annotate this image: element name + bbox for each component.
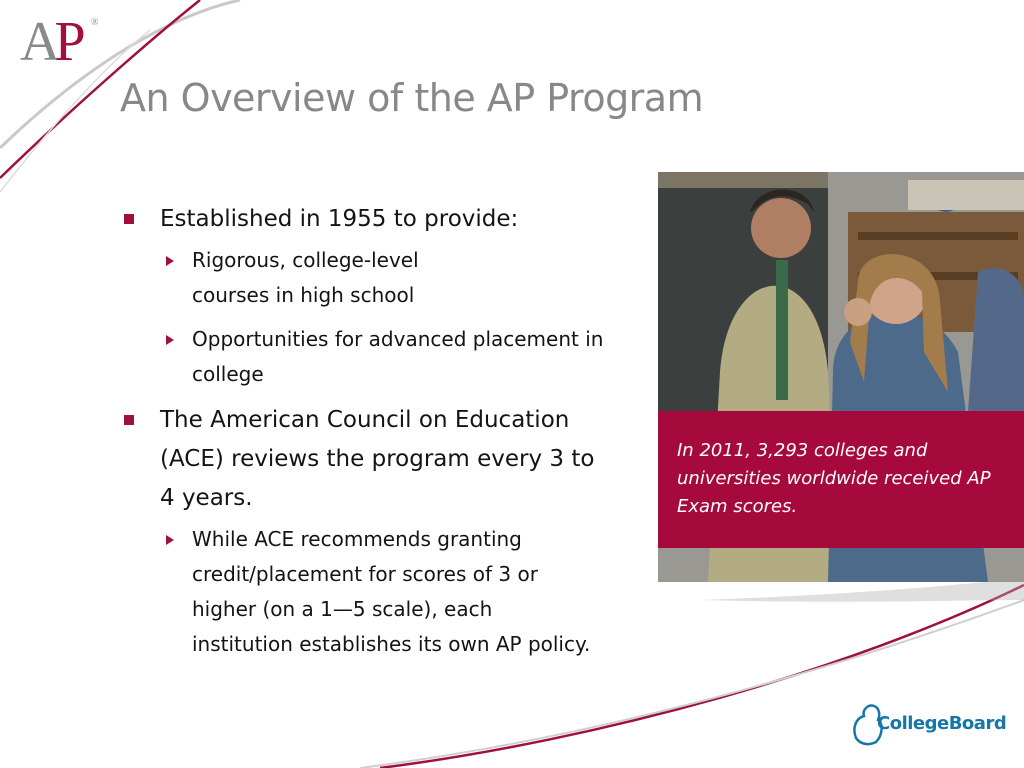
sub-bullet-text: While ACE recommends granting credit/placement for scores of 3 or higher (on a 1—5 scale), each institution establishes its own AP policy. bbox=[192, 527, 591, 656]
ap-logo bbox=[20, 11, 100, 73]
sub-bullet-text: Opportunities for advanced placement in college bbox=[192, 327, 604, 386]
square-bullet-icon bbox=[124, 214, 134, 224]
bullet-item bbox=[120, 401, 600, 518]
registered-mark: ® bbox=[91, 17, 99, 28]
sub-bullet-item bbox=[120, 322, 642, 392]
collegeboard-wordmark: CollegeBoard bbox=[877, 713, 1007, 734]
bullet-text: Established in 1955 to provide: bbox=[160, 206, 519, 232]
triangle-bullet-icon bbox=[166, 535, 174, 545]
triangle-bullet-icon bbox=[166, 256, 174, 266]
square-bullet-icon bbox=[124, 415, 134, 425]
bullet-list bbox=[120, 200, 650, 671]
ap-logo-letter-a: A bbox=[20, 11, 55, 73]
bullet-item bbox=[120, 200, 650, 239]
sub-bullet-item bbox=[120, 243, 492, 313]
ap-logo-letter-p: P bbox=[54, 11, 80, 73]
slide-title: An Overview of the AP Program bbox=[120, 76, 704, 120]
sub-bullet-text: Rigorous, college-level courses in high school bbox=[192, 248, 419, 307]
triangle-bullet-icon bbox=[166, 335, 174, 345]
statistic-caption: In 2011, 3,293 colleges and universities worldwide received AP Exam scores. bbox=[658, 411, 1024, 548]
bullet-text: The American Council on Education (ACE) reviews the program every 3 to 4 years. bbox=[160, 407, 595, 511]
sub-bullet-item bbox=[120, 522, 592, 662]
